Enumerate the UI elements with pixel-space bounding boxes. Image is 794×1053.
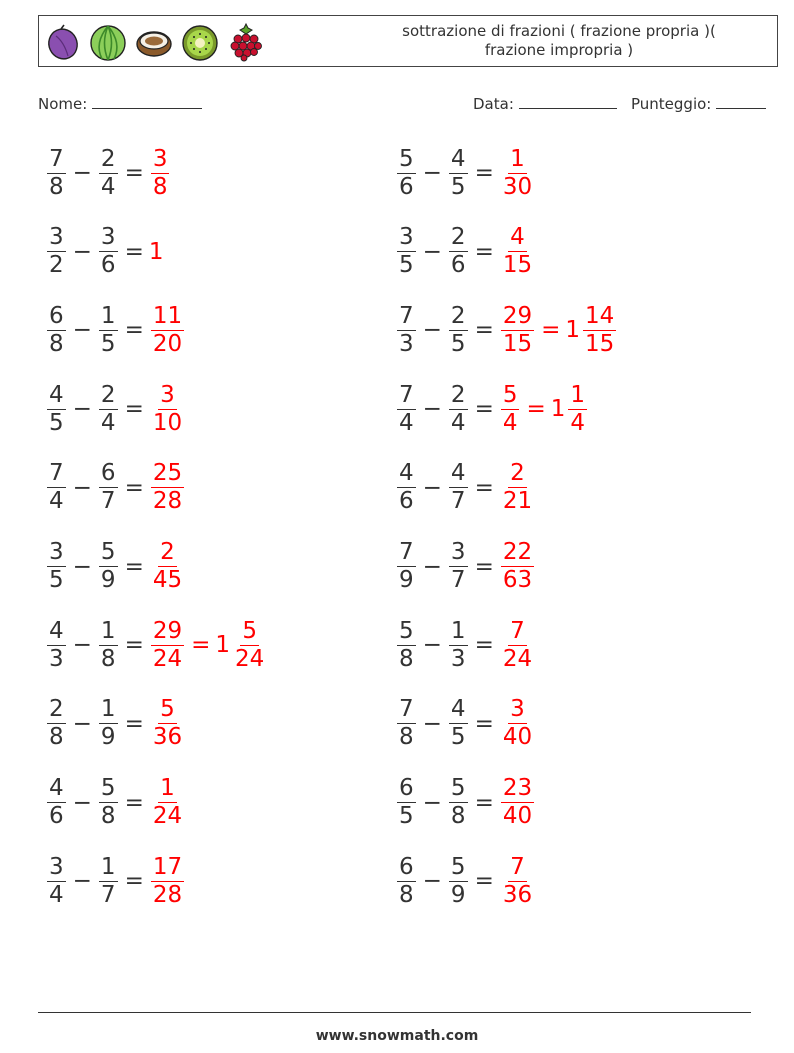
equals-sign: = [526,396,546,423]
answer [149,619,268,672]
fraction-b [99,619,118,672]
answer-fraction [501,540,534,593]
numerator: 6 [49,302,64,329]
numerator: 5 [450,775,466,802]
minus-sign: − [422,317,442,344]
numerator: 6 [399,775,414,802]
numerator: 5 [160,696,175,723]
denominator: 5 [450,173,466,200]
denominator: 24 [152,645,183,672]
problem-row [395,377,589,441]
numerator: 1 [100,617,116,644]
denominator: 4 [49,488,64,515]
denominator: 6 [450,252,466,279]
denominator: 8 [49,330,64,357]
problem-row [395,771,536,835]
equals-sign: = [191,632,211,659]
equals-sign: = [124,474,144,501]
problem-row [45,141,171,205]
fraction-a [47,855,66,908]
problem-row [45,456,186,520]
name-label: Nome: [38,95,88,113]
denominator: 6 [399,488,414,515]
numerator: 17 [152,853,183,880]
fraction-a [397,855,416,908]
answer [499,383,589,436]
answer-fraction [151,461,184,514]
numerator: 2 [49,696,64,723]
minus-sign: − [422,396,442,423]
answer-fraction [151,776,184,829]
denominator: 10 [152,409,183,436]
numerator: 23 [502,775,533,802]
problem-row [45,220,163,284]
fraction-b [449,540,468,593]
answer-fraction [501,461,534,514]
denominator: 4 [450,409,466,436]
fraction-b [99,540,118,593]
header-box [38,15,778,67]
fraction-b [99,697,118,750]
date-label: Data: [473,95,514,113]
minus-sign: − [72,710,92,737]
footer-divider [38,1012,751,1013]
denominator: 4 [100,409,116,436]
numerator: 7 [399,381,414,408]
denominator: 5 [450,330,466,357]
denominator: 5 [100,330,116,357]
denominator: 5 [399,252,414,279]
numerator: 3 [49,853,64,880]
denominator: 5 [49,409,64,436]
date-field[interactable] [473,93,617,113]
equals-sign: = [124,868,144,895]
denominator: 7 [450,567,466,593]
equals-sign: = [124,238,144,265]
answer [499,540,536,593]
mixed-whole: 1 [215,632,231,659]
answer [149,855,186,908]
fraction-a [47,304,66,357]
denominator: 5 [450,724,466,751]
denominator: 2 [49,252,64,279]
fraction-b [449,461,468,514]
denominator: 15 [585,330,615,357]
numerator: 2 [450,381,466,408]
numerator: 2 [100,381,116,408]
minus-sign: − [72,474,92,501]
kiwi-icon [180,22,220,62]
numerator: 1 [510,145,525,172]
answer [499,304,618,357]
denominator: 15 [502,330,533,357]
minus-sign: − [422,238,442,265]
denominator: 9 [450,881,466,908]
minus-sign: − [72,632,92,659]
numerator: 29 [152,617,183,644]
denominator: 63 [502,567,533,593]
answer-fraction [151,383,184,436]
fraction-a [397,461,416,514]
denominator: 8 [399,645,414,672]
problem-row [45,298,186,362]
equals-sign: = [541,317,561,344]
problem-row [45,771,186,835]
numerator: 7 [49,145,64,172]
answer-fraction [501,776,534,829]
fraction-a [397,225,416,278]
numerator: 1 [160,775,175,802]
title-line-1: sottrazione di frazioni ( frazione propria )( [402,22,716,40]
equals-sign: = [474,789,494,816]
fraction-a [397,383,416,436]
denominator: 28 [152,881,183,908]
equals-sign: = [474,238,494,265]
fraction-a [47,225,66,278]
numerator: 3 [399,224,414,251]
equals-sign: = [474,474,494,501]
answer-fraction [151,855,184,908]
problem-row [45,692,186,756]
numerator: 7 [510,617,525,644]
answer [149,776,186,829]
equals-sign: = [474,868,494,895]
numerator: 5 [242,617,257,644]
mixed-whole: 1 [550,396,566,423]
denominator: 3 [399,330,414,357]
numerator: 22 [502,539,533,565]
minus-sign: − [422,868,442,895]
denominator: 7 [100,881,116,908]
fraction-b [449,304,468,357]
problem-row [395,613,536,677]
answer-whole: 1 [148,238,164,265]
answer-fraction [151,619,184,672]
denominator: 8 [49,724,64,751]
watermelon-icon [88,22,128,62]
fraction-b [449,383,468,436]
numerator: 7 [510,853,525,880]
denominator: 7 [100,488,116,515]
problem-row [395,692,536,756]
minus-sign: − [72,238,92,265]
answer-fraction [151,147,170,200]
fraction-a [397,304,416,357]
denominator: 4 [570,409,586,436]
equals-sign: = [474,632,494,659]
numerator: 3 [510,696,525,723]
numerator: 4 [450,460,466,487]
numerator: 4 [49,775,64,802]
numerator: 4 [399,460,414,487]
plum-icon [44,22,82,62]
answer [149,383,186,436]
numerator: 6 [399,853,414,880]
raspberry-icon [226,22,266,62]
equals-sign: = [474,553,494,580]
fraction-a [47,540,66,593]
denominator: 8 [49,173,64,200]
fraction-a [47,383,66,436]
numerator: 2 [450,302,466,329]
numerator: 1 [450,617,466,644]
denominator: 4 [502,409,518,436]
equals-sign: = [474,710,494,737]
fraction-b [449,855,468,908]
equals-sign: = [474,317,494,344]
fraction-a [47,776,66,829]
denominator: 8 [399,724,414,751]
denominator: 4 [399,409,414,436]
denominator: 7 [450,488,466,515]
mixed-whole: 1 [565,317,581,344]
equals-sign: = [124,710,144,737]
title-line-2: frazione impropria ) [484,41,634,59]
denominator: 8 [100,645,116,672]
numerator: 7 [399,539,414,565]
equals-sign: = [474,160,494,186]
fraction-b [449,619,468,672]
denominator: 9 [100,724,116,751]
fraction-a [397,619,416,672]
answer-fraction [501,147,534,200]
numerator: 2 [510,460,525,487]
denominator: 9 [399,567,414,593]
denominator: 45 [152,567,183,593]
denominator: 4 [49,881,64,908]
answer [499,776,536,829]
problem-row [45,613,268,677]
answer [149,304,186,357]
numerator: 6 [100,460,116,487]
coconut-icon [134,22,174,62]
denominator: 3 [49,645,64,672]
denominator: 24 [235,645,265,672]
answer-fraction [501,697,534,750]
fraction-b [99,776,118,829]
fraction-b [449,697,468,750]
answer-fraction [501,304,534,357]
denominator: 9 [100,567,116,593]
problem-row [45,849,186,913]
numerator: 2 [450,224,466,251]
denominator: 40 [502,724,533,751]
answer-fraction [501,225,534,278]
numerator: 1 [100,302,116,329]
problem-row [395,298,618,362]
answer [499,697,536,750]
denominator: 8 [152,173,168,200]
numerator: 5 [100,775,116,802]
denominator: 36 [152,724,183,751]
answer [499,619,536,672]
numerator: 1 [570,381,586,408]
numerator: 5 [502,381,518,408]
problem-row [395,141,536,205]
denominator: 24 [152,803,183,830]
footer-url: www.snowmath.com [315,1028,479,1044]
answer [149,239,164,265]
answer [149,461,186,514]
fraction-a [397,147,416,200]
score-field[interactable] [631,93,766,113]
answer-fraction [501,619,534,672]
denominator: 21 [502,488,533,515]
equals-sign: = [474,396,494,423]
minus-sign: − [422,553,442,580]
fraction-b [99,304,118,357]
denominator: 6 [49,803,64,830]
numerator: 11 [152,302,183,329]
numerator: 4 [450,145,466,172]
fraction-b [99,225,118,278]
problem-row [395,535,536,599]
fraction-b [449,147,468,200]
answer-fraction [151,697,184,750]
fraction-a [397,540,416,593]
minus-sign: − [72,553,92,580]
denominator: 6 [100,252,116,279]
fraction-a [47,619,66,672]
answer [149,697,186,750]
equals-sign: = [124,789,144,816]
denominator: 20 [152,330,183,357]
minus-sign: − [72,317,92,344]
numerator: 3 [49,539,64,565]
minus-sign: − [422,474,442,501]
denominator: 30 [502,173,533,200]
numerator: 4 [450,696,466,723]
answer-fraction [501,855,534,908]
equals-sign: = [124,396,144,423]
fraction-a [47,461,66,514]
minus-sign: − [72,396,92,423]
numerator: 2 [160,539,175,565]
fraction-a [47,697,66,750]
fraction-b [449,776,468,829]
denominator: 3 [450,645,466,672]
denominator: 6 [399,173,414,200]
answer [499,855,536,908]
minus-sign: − [422,632,442,659]
problem-row [45,377,186,441]
worksheet-title [349,22,769,60]
score-blank[interactable] [716,93,766,109]
numerator: 29 [502,302,533,329]
numerator: 7 [399,302,414,329]
denominator: 40 [502,803,533,830]
numerator: 4 [49,381,64,408]
equals-sign: = [124,553,144,580]
equals-sign: = [124,317,144,344]
minus-sign: − [72,789,92,816]
numerator: 4 [510,224,525,251]
answer [499,225,536,278]
fraction-b [449,225,468,278]
numerator: 5 [399,145,414,172]
fraction-a [47,147,66,200]
answer [499,147,536,200]
answer [149,540,186,593]
name-blank[interactable] [92,93,202,109]
numerator: 25 [152,460,183,487]
denominator: 8 [399,881,414,908]
numerator: 7 [399,696,414,723]
equals-sign: = [124,160,144,186]
answer-fraction [151,540,184,593]
answer [499,461,536,514]
numerator: 2 [100,145,116,172]
denominator: 24 [502,645,533,672]
fraction-b [99,147,118,200]
name-field[interactable] [38,93,202,113]
problem-row [395,456,536,520]
fraction-b [99,855,118,908]
fruit-icons [44,22,266,62]
numerator: 7 [49,460,64,487]
numerator: 5 [450,853,466,880]
mixed-fraction [583,304,616,357]
numerator: 3 [100,224,116,251]
fraction-b [99,461,118,514]
problem-row [395,220,536,284]
answer [149,147,172,200]
date-blank[interactable] [519,93,617,109]
mixed-fraction [233,619,266,672]
minus-sign: − [422,789,442,816]
answer-fraction [151,304,184,357]
numerator: 3 [49,224,64,251]
numerator: 5 [100,539,116,565]
numerator: 3 [450,539,466,565]
denominator: 8 [450,803,466,830]
denominator: 36 [502,881,533,908]
denominator: 15 [502,252,533,279]
minus-sign: − [422,160,442,186]
denominator: 28 [152,488,183,515]
numerator: 5 [399,617,414,644]
problem-row [395,849,536,913]
numerator: 14 [585,302,615,329]
numerator: 1 [100,853,116,880]
numerator: 3 [160,381,175,408]
problem-row [45,535,186,599]
mixed-fraction [568,383,587,436]
numerator: 3 [152,145,168,172]
score-label: Punteggio: [631,95,712,113]
fraction-a [397,776,416,829]
minus-sign: − [72,160,92,186]
equals-sign: = [124,632,144,659]
denominator: 5 [399,803,414,830]
denominator: 5 [49,567,64,593]
numerator: 1 [100,696,116,723]
minus-sign: − [72,868,92,895]
answer-fraction [501,383,520,436]
denominator: 4 [100,173,116,200]
denominator: 8 [100,803,116,830]
fraction-a [397,697,416,750]
numerator: 4 [49,617,64,644]
fraction-b [99,383,118,436]
minus-sign: − [422,710,442,737]
